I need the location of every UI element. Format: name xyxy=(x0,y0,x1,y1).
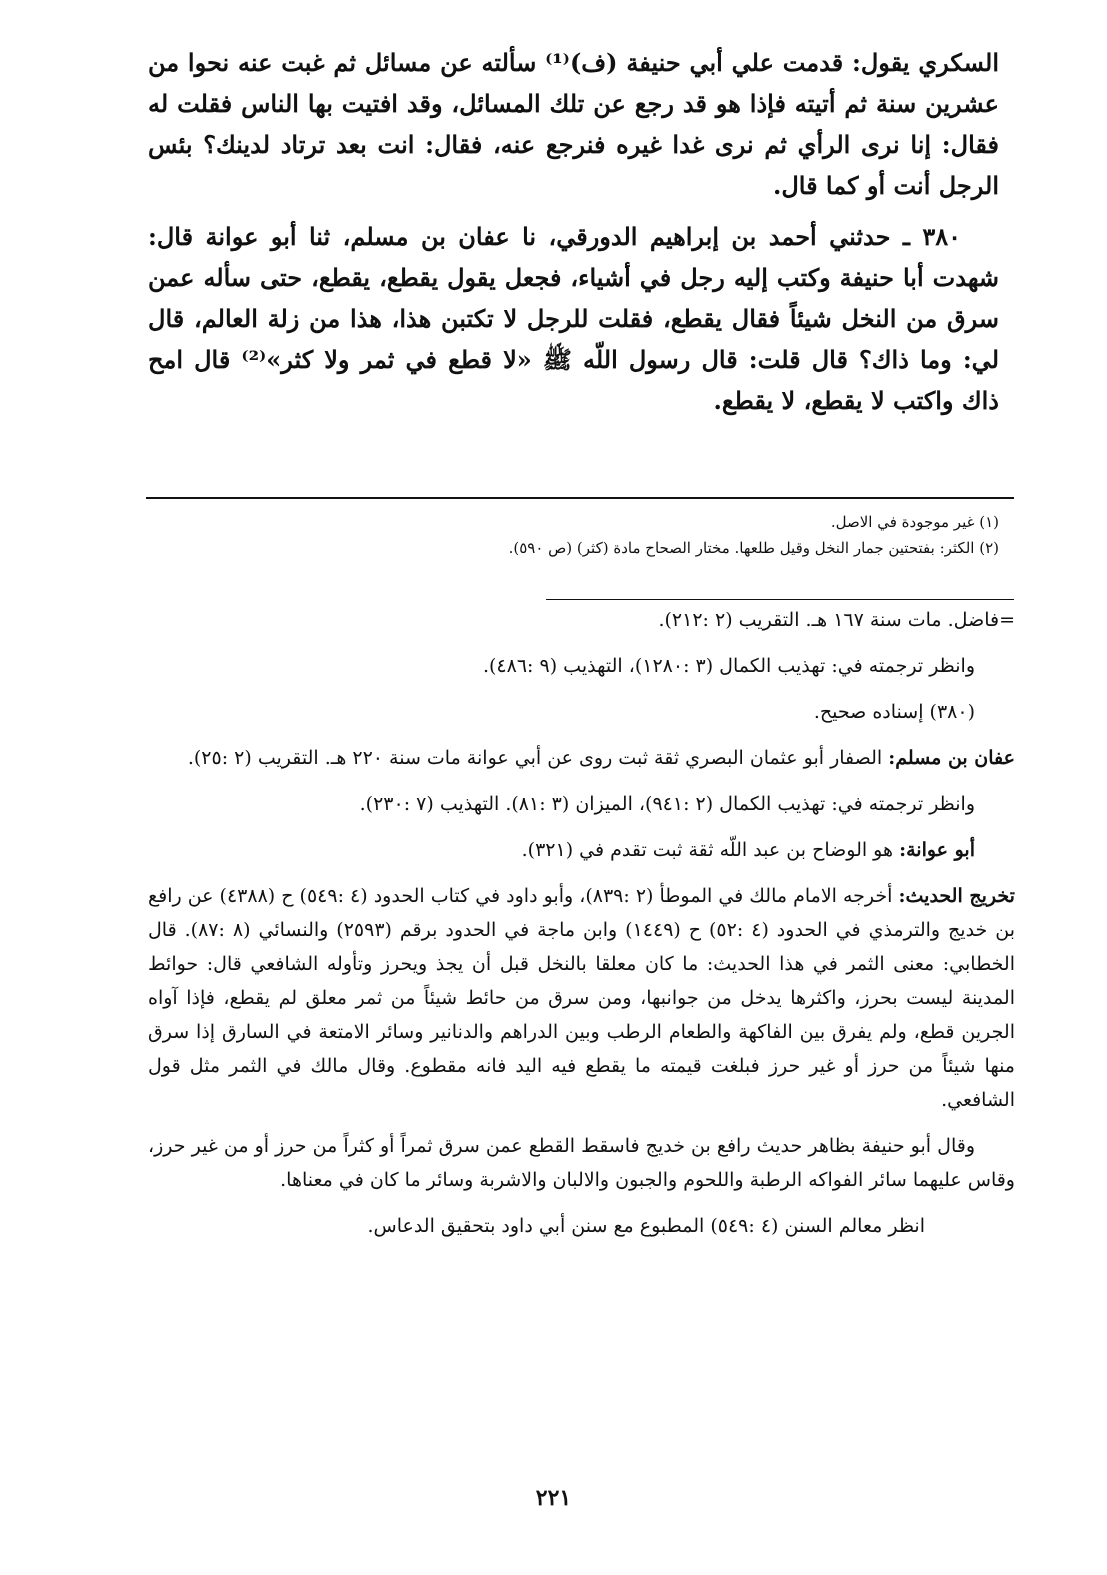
abu-awana-text: هو الوضاح بن عبد اللّه ثقة ثبت تقدم في (٣٢١). xyxy=(521,839,894,861)
commentary-line-5: وانظر ترجمته في: تهذيب الكمال (٢ :٩٤١)، الميزان (٣ :٨١). التهذيب (٧ :٢٣٠). xyxy=(359,793,975,815)
commentary-affan xyxy=(148,741,1015,775)
commentary-last-line: انظر معالم السنن (٤ :٥٤٩) المطبوع مع سنن أبي داود بتحقيق الدعاس. xyxy=(367,1215,925,1237)
footnote-separator xyxy=(146,497,1014,499)
footnote-2: (٢) الكثر: بفتحتين جمار النخل وقيل طلعها. مختار الصحاح مادة (كثر) (ص ٥٩٠). xyxy=(508,539,999,557)
commentary-isnad: (٣٨٠) إسناده صحيح. xyxy=(813,701,975,723)
commentary-separator xyxy=(546,599,1014,600)
commentary xyxy=(148,603,1015,1255)
commentary-line-2: وانظر ترجمته في: تهذيب الكمال (٣ :١٢٨٠)، التهذيب (٩ :٤٨٦). xyxy=(482,655,975,677)
main-paragraph-2-narration-380: ٣٨٠ ـ حدثني أحمد بن إبراهيم الدورقي، نا عفان بن مسلم، ثنا أبو عوانة قال: شهدت أبا حنيفة وكتب إليه رجل في أشياء، فجعل يقول يقطع، يقطع، حتى سأله عمن سرق من النخل شيئاً فقال يقطع، فقلت للرجل لا تكتبن هذا، هذا من زلة العالم، قال لي: وما ذاك؟ قال قلت: قال رسول اللّه ﷺ «لا قطع في ثمر ولا كثر»⁽²⁾ قال امح ذاك واكتب لا يقطع، لا يقطع. xyxy=(148,222,999,415)
takhrij-text: أخرجه الامام مالك في الموطأ (٢ :٨٣٩)، وأبو داود في كتاب الحدود (٤ :٥٤٩) ح (٤٣٨٨) عن رافع بن خديج والترمذي في الحدود (٤ :٥٢) ح (١٤٤٩) وابن ماجة في الحدود برقم (٢٥٩٣) والنسائي (٨ :٨٧). قال الخطابي: معنى الثمر في هذا الحديث: ما كان معلقا بالنخل قبل أن يجذ ويحرز وتأوله الشافعي قال: حوائط المدينة ليست بحرز، واكثرها يدخل من جوانبها، ومن سرق من حائط شيئاً من ثمر معلق لم يقطع، فإذا آواه الجرين قطع، ولم يفرق بين الفاكهة والطعام الرطب وبين الدراهم والدنانير وسائر الامتعة في السارق إذا سرق منها شيئاً من حرز أو غير حرز فبلغت قيمته ما يقطع فيه اليد فانه مقطوع. وقال مالك في الثمر مثل قول الشافعي. xyxy=(148,885,1016,1111)
commentary-takhrij xyxy=(148,879,1015,1117)
affan-label: عفان بن مسلم: xyxy=(888,747,1015,769)
affan-text: الصفار أبو عثمان البصري ثقة ثبت روى عن أبي عوانة مات سنة ٢٢٠ هـ. التقريب (٢ :٢٥). xyxy=(187,747,883,769)
commentary-line-1: =فاضل. مات سنة ١٦٧ هـ. التقريب (٢ :٢١٢). xyxy=(658,609,1015,631)
commentary-abu-awana xyxy=(148,833,1015,867)
page-number: ٢٢١ xyxy=(535,1485,572,1511)
footnotes xyxy=(360,509,999,561)
abu-awana-label: أبو عوانة: xyxy=(899,839,975,861)
takhrij-label: تخريج الحديث: xyxy=(898,885,1015,907)
footnote-1: (١) غير موجودة في الاصل. xyxy=(830,513,999,531)
main-paragraph-1: السكري يقول: قدمت علي أبي حنيفة (ف)⁽¹⁾ سألته عن مسائل ثم غبت عنه نحوا من عشرين سنة ثم أتيته فإذا هو قد رجع عن تلك المسائل، وقد افتيت بها الناس فقلت له فقال: إنا نرى الرأي ثم نرى غدا غيره فنرجع عنه، فقال: انت بعد ترتاد لدينك؟ بئس الرجل أنت أو كما قال. xyxy=(148,48,1000,200)
main-text xyxy=(148,42,999,421)
commentary-abu-hanifa: وقال أبو حنيفة بظاهر حديث رافع بن خديج فاسقط القطع عمن سرق ثمراً أو كثراً من حرز أو من غير حرز، وقاس عليهما سائر الفواكه الرطبة واللحوم والجبون والالبان والاشربة وسائر ما كان في معناها. xyxy=(148,1135,1015,1191)
